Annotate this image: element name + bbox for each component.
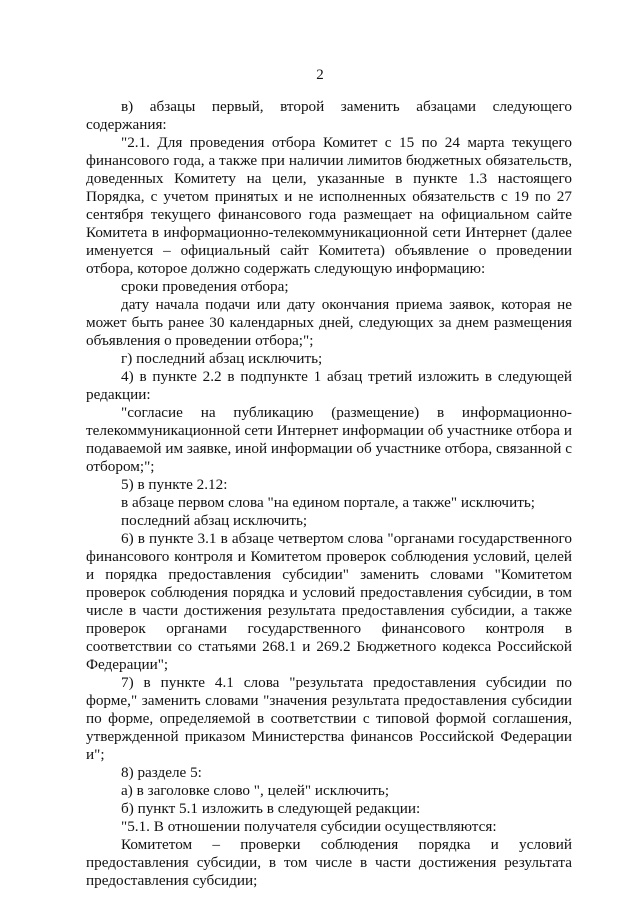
paragraph: сроки проведения отбора; <box>121 278 289 295</box>
paragraph: г) последний абзац исключить; <box>121 350 323 367</box>
paragraph: последний абзац исключить; <box>121 512 308 529</box>
paragraph: 5) в пункте 2.12: <box>121 476 228 493</box>
paragraph: "2.1. Для проведения отбора Комитет с 15 по 24 марта текущего финансового года, а также при наличии лимитов бюджетных обязательств, доведенных Комитету на цели, указанные в пункте 1.3 настоящего Порядка, с учетом принятых и не исполненных обязательств с 19 по 27 сентября текущего финансового года размещает на официальном сайте Комитета в информационно-телекоммуникационной сети Интернет (далее именуется – официальный сайт Комитета) объявление о проведении отбора, которое должно содержать следующую информацию: <box>86 134 572 277</box>
paragraph: "5.1. В отношении получателя субсидии осуществляются: <box>121 818 497 835</box>
paragraph: б) пункт 5.1 изложить в следующей редакции: <box>121 800 421 817</box>
paragraph: дату начала подачи или дату окончания приема заявок, которая не может быть ранее 30 календарных дней, следующих за днем размещения объявления о проведении отбора;"; <box>86 296 572 349</box>
paragraph: а) в заголовке слово ", целей" исключить; <box>121 782 390 799</box>
paragraph: Комитетом – проверки соблюдения порядка и условий предоставления субсидии, в том числе в части достижения результата предоставления субсидии; <box>86 836 572 889</box>
document-body <box>86 98 572 890</box>
paragraph: "согласие на публикацию (размещение) в информационно-телекоммуникационной сети Интернет информации об участнике отбора и подаваемой им заявке, иной информации об участнике отбора, связанной с отбором;"; <box>86 404 572 475</box>
paragraph: в абзаце первом слова "на едином портале, а также" исключить; <box>121 494 535 511</box>
paragraph: 4) в пункте 2.2 в подпункте 1 абзац третий изложить в следующей редакции: <box>86 368 572 403</box>
page-number: 2 <box>316 67 324 83</box>
paragraph: в) абзацы первый, второй заменить абзацами следующего содержания: <box>86 98 572 133</box>
paragraph: 8) разделе 5: <box>121 764 202 781</box>
paragraph: 6) в пункте 3.1 в абзаце четвертом слова "органами государственного финансового контроля и Комитетом проверок соблюдения условий, целей и порядка предоставления субсидии" заменить словами "Комитетом проверок соблюдения порядка и условий предоставления субсидии, в том числе в части достижения результата предоставления субсидии, а также проверок органами государственного финансового контроля в соответствии со статьями 268.1 и 269.2 Бюджетного кодекса Российской Федерации"; <box>86 530 572 673</box>
paragraph: 7) в пункте 4.1 слова "результата предоставления субсидии по форме," заменить словами "значения результата предоставления субсидии по форме, определяемой в соответствии с типовой формой соглашения, утвержденной приказом Министерства финансов Российской Федерации и"; <box>86 674 572 763</box>
